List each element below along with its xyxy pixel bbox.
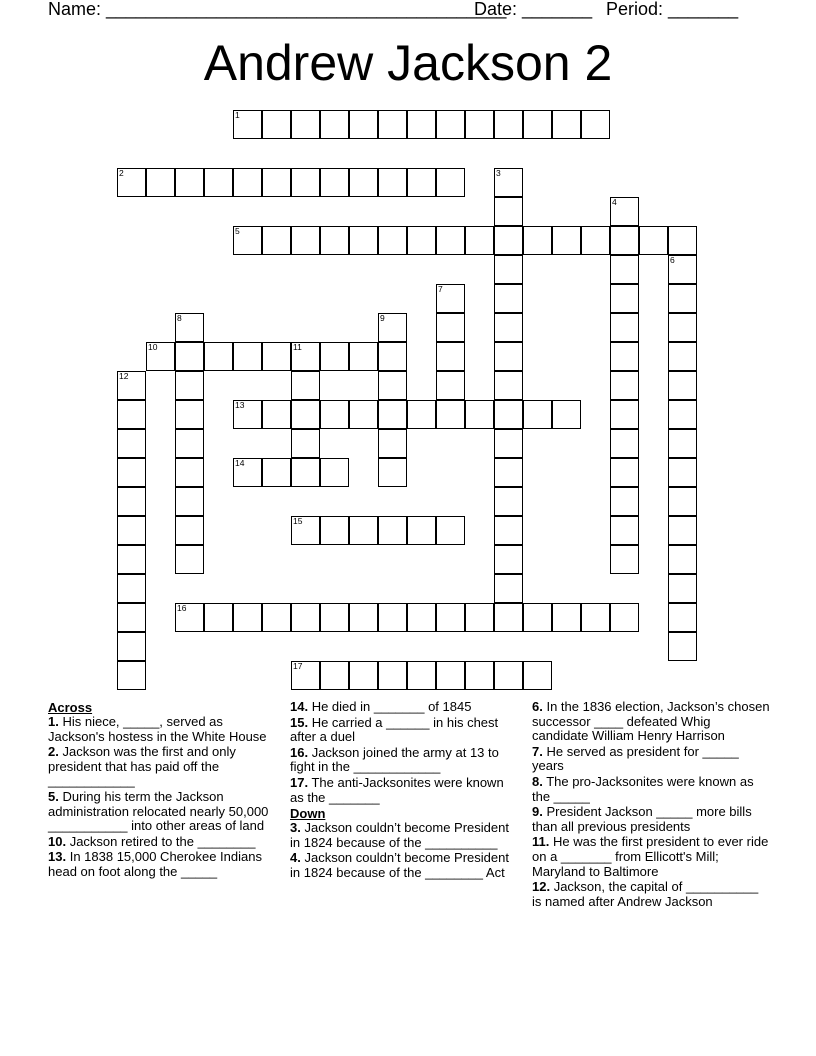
grid-cell[interactable] <box>349 342 378 371</box>
clue-text: He served as president for _____ years <box>532 743 739 774</box>
grid-cell[interactable] <box>494 516 523 545</box>
grid-cell[interactable] <box>436 603 465 632</box>
clue-number: 15. <box>290 714 309 730</box>
cell-number: 4 <box>612 197 617 207</box>
grid-cell[interactable] <box>610 284 639 313</box>
clue-text: Jackson couldn’t become President in 1824 because of the ________ Act <box>290 850 509 880</box>
grid-cell[interactable] <box>320 458 349 487</box>
grid-cell[interactable] <box>117 168 146 197</box>
clues-column-3 <box>532 700 770 910</box>
cell-number: 10 <box>148 342 158 352</box>
grid-cell[interactable] <box>233 400 262 429</box>
clue-text: He was the first president to ever ride on a _______ from Ellicott's Mill; Maryland to Baltimore <box>532 834 769 879</box>
name-field[interactable]: Name: ________________________________________ <box>48 0 507 19</box>
grid-cell[interactable] <box>146 342 175 371</box>
clue-12 <box>532 880 770 909</box>
grid-cell[interactable] <box>610 226 639 255</box>
grid-cell[interactable] <box>378 371 407 400</box>
grid-cell[interactable] <box>523 661 552 690</box>
clue-7 <box>532 745 770 774</box>
grid-cell[interactable] <box>291 226 320 255</box>
grid-cell[interactable] <box>320 661 349 690</box>
grid-cell[interactable] <box>117 574 146 603</box>
grid-cell[interactable] <box>494 313 523 342</box>
grid-cell[interactable] <box>581 603 610 632</box>
grid-cell[interactable] <box>494 429 523 458</box>
grid-cell[interactable] <box>494 110 523 139</box>
grid-cell[interactable] <box>378 110 407 139</box>
grid-cell[interactable] <box>407 400 436 429</box>
grid-cell[interactable] <box>523 603 552 632</box>
clue-number: 1. <box>48 714 59 729</box>
clue-2 <box>48 745 270 789</box>
grid-cell[interactable] <box>407 603 436 632</box>
cell-number: 14 <box>235 458 245 468</box>
grid-cell[interactable] <box>378 226 407 255</box>
grid-cell[interactable] <box>407 661 436 690</box>
grid-cell[interactable] <box>668 371 697 400</box>
grid-cell[interactable] <box>407 110 436 139</box>
grid-cell[interactable] <box>233 458 262 487</box>
clue-text: Jackson retired to the ________ <box>69 833 256 849</box>
clue-text: Jackson, the capital of __________ is named after Andrew Jackson <box>532 879 759 909</box>
grid-cell[interactable] <box>291 342 320 371</box>
grid-cell[interactable] <box>494 284 523 313</box>
clue-10 <box>48 835 270 850</box>
clues-column-1 <box>48 700 270 881</box>
grid-cell[interactable] <box>552 110 581 139</box>
grid-cell[interactable] <box>378 168 407 197</box>
grid-cell[interactable] <box>581 110 610 139</box>
grid-cell[interactable] <box>262 603 291 632</box>
across-heading: Across <box>48 700 93 715</box>
cell-number: 2 <box>119 168 124 178</box>
grid-cell[interactable] <box>233 168 262 197</box>
grid-cell[interactable] <box>378 458 407 487</box>
grid-cell[interactable] <box>610 545 639 574</box>
grid-cell[interactable] <box>668 429 697 458</box>
grid-cell[interactable] <box>668 603 697 632</box>
grid-cell[interactable] <box>668 516 697 545</box>
grid-cell[interactable] <box>610 400 639 429</box>
cell-number: 13 <box>235 400 245 410</box>
grid-cell[interactable] <box>436 400 465 429</box>
cell-number: 11 <box>293 342 302 352</box>
grid-cell[interactable] <box>610 342 639 371</box>
grid-cell[interactable] <box>117 632 146 661</box>
student-info-header <box>48 0 768 22</box>
grid-cell[interactable] <box>378 400 407 429</box>
grid-cell[interactable] <box>465 226 494 255</box>
cell-number: 8 <box>177 313 182 323</box>
grid-cell[interactable] <box>668 313 697 342</box>
grid-cell[interactable] <box>610 197 639 226</box>
grid-cell[interactable] <box>291 516 320 545</box>
grid-cell[interactable] <box>494 603 523 632</box>
grid-cell[interactable] <box>349 168 378 197</box>
cell-number: 12 <box>119 371 129 381</box>
clue-11 <box>532 835 770 879</box>
grid-cell[interactable] <box>668 255 697 284</box>
clue-17 <box>290 776 514 805</box>
grid-cell[interactable] <box>291 429 320 458</box>
grid-cell[interactable] <box>523 226 552 255</box>
grid-cell[interactable] <box>610 313 639 342</box>
grid-cell[interactable] <box>117 487 146 516</box>
clue-text: The anti-Jacksonites were known as the _______ <box>290 774 504 805</box>
grid-cell[interactable] <box>320 603 349 632</box>
grid-cell[interactable] <box>175 400 204 429</box>
down-heading: Down <box>290 806 326 822</box>
clue-13 <box>48 850 270 879</box>
clue-number: 12. <box>532 879 551 895</box>
grid-cell[interactable] <box>494 545 523 574</box>
grid-cell[interactable] <box>378 661 407 690</box>
grid-cell[interactable] <box>668 284 697 313</box>
clue-text: President Jackson _____ more bills than all previous presidents <box>532 804 752 834</box>
clue-text: The pro-Jacksonites were known as the _____ <box>532 773 754 804</box>
grid-cell[interactable] <box>291 458 320 487</box>
clue-text: He died in _______ of 1845 <box>311 699 472 714</box>
clue-4 <box>290 851 514 880</box>
grid-cell[interactable] <box>117 371 146 400</box>
clue-number: 11. <box>532 834 550 850</box>
clue-number: 16. <box>290 744 309 760</box>
grid-cell[interactable] <box>610 255 639 284</box>
grid-cell[interactable] <box>552 400 581 429</box>
clue-3 <box>290 821 514 850</box>
clue-text: Jackson was the first and only president that has paid off the ____________ <box>48 744 236 789</box>
grid-cell[interactable] <box>668 487 697 516</box>
grid-cell[interactable] <box>291 661 320 690</box>
clue-9 <box>532 805 770 834</box>
grid-cell[interactable] <box>349 661 378 690</box>
grid-cell[interactable] <box>523 400 552 429</box>
grid-cell[interactable] <box>494 371 523 400</box>
grid-cell[interactable] <box>610 429 639 458</box>
grid-cell[interactable] <box>668 574 697 603</box>
cell-number: 5 <box>235 226 240 236</box>
grid-cell[interactable] <box>494 458 523 487</box>
grid-cell[interactable] <box>610 516 639 545</box>
cell-number: 3 <box>496 168 501 178</box>
grid-cell[interactable] <box>523 110 552 139</box>
grid-cell[interactable] <box>668 632 697 661</box>
grid-cell[interactable] <box>610 603 639 632</box>
cell-number: 6 <box>670 255 675 265</box>
date-field[interactable]: Date: _______ <box>474 0 593 19</box>
grid-cell[interactable] <box>175 545 204 574</box>
grid-cell[interactable] <box>494 661 523 690</box>
grid-cell[interactable] <box>378 342 407 371</box>
grid-cell[interactable] <box>494 342 523 371</box>
grid-cell[interactable] <box>436 110 465 139</box>
grid-cell[interactable] <box>175 342 204 371</box>
clue-number: 10. <box>48 833 67 849</box>
grid-cell[interactable] <box>175 371 204 400</box>
grid-cell[interactable] <box>262 110 291 139</box>
clue-text: During his term the Jackson administration relocated nearly 50,000 ___________ into other areas of land <box>48 788 269 834</box>
clue-6 <box>532 700 770 744</box>
period-field[interactable]: Period: _______ <box>606 0 739 19</box>
grid-cell[interactable] <box>436 313 465 342</box>
grid-cell[interactable] <box>262 458 291 487</box>
clue-number: 8. <box>532 773 543 789</box>
grid-cell[interactable] <box>262 342 291 371</box>
grid-cell[interactable] <box>436 371 465 400</box>
grid-cell[interactable] <box>407 226 436 255</box>
grid-cell[interactable] <box>610 458 639 487</box>
clue-15 <box>290 716 514 745</box>
grid-cell[interactable] <box>233 110 262 139</box>
grid-cell[interactable] <box>262 226 291 255</box>
grid-cell[interactable] <box>465 661 494 690</box>
grid-cell[interactable] <box>117 458 146 487</box>
grid-cell[interactable] <box>233 342 262 371</box>
grid-cell[interactable] <box>552 226 581 255</box>
grid-cell[interactable] <box>117 516 146 545</box>
grid-cell[interactable] <box>233 226 262 255</box>
clue-text: Jackson joined the army at 13 to fight in the ____________ <box>290 744 499 775</box>
grid-cell[interactable] <box>175 487 204 516</box>
clue-14 <box>290 700 514 715</box>
clue-number: 9. <box>532 804 543 820</box>
grid-cell[interactable] <box>175 313 204 342</box>
grid-cell[interactable] <box>436 516 465 545</box>
cell-number: 17 <box>293 661 303 671</box>
grid-cell[interactable] <box>291 603 320 632</box>
grid-cell[interactable] <box>668 458 697 487</box>
grid-cell[interactable] <box>610 371 639 400</box>
grid-cell[interactable] <box>146 168 175 197</box>
grid-cell[interactable] <box>668 545 697 574</box>
clue-number: 2. <box>48 744 59 760</box>
grid-cell[interactable] <box>465 400 494 429</box>
puzzle-title: Andrew Jackson 2 <box>203 35 613 91</box>
grid-cell[interactable] <box>117 661 146 690</box>
clue-8 <box>532 775 770 804</box>
grid-cell[interactable] <box>291 400 320 429</box>
clue-text: He carried a ______ in his chest after a duel <box>290 714 499 745</box>
grid-cell[interactable] <box>349 110 378 139</box>
grid-cell[interactable] <box>552 603 581 632</box>
cell-number: 16 <box>177 603 187 613</box>
grid-cell[interactable] <box>175 603 204 632</box>
grid-cell[interactable] <box>436 284 465 313</box>
grid-cell[interactable] <box>349 603 378 632</box>
grid-cell[interactable] <box>320 168 349 197</box>
cell-number: 9 <box>380 313 385 323</box>
grid-cell[interactable] <box>668 400 697 429</box>
grid-cell[interactable] <box>204 603 233 632</box>
grid-cell[interactable] <box>407 516 436 545</box>
clue-text: In 1838 15,000 Cherokee Indians head on foot along the _____ <box>48 849 262 879</box>
clue-number: 17. <box>290 774 309 790</box>
grid-cell[interactable] <box>436 661 465 690</box>
grid-cell[interactable] <box>378 516 407 545</box>
grid-cell[interactable] <box>349 226 378 255</box>
grid-cell[interactable] <box>320 400 349 429</box>
clue-number: 13. <box>48 849 67 865</box>
grid-cell[interactable] <box>436 342 465 371</box>
cell-number: 7 <box>438 284 443 294</box>
grid-cell[interactable] <box>436 226 465 255</box>
clue-16 <box>290 746 514 775</box>
grid-cell[interactable] <box>175 429 204 458</box>
grid-cell[interactable] <box>320 516 349 545</box>
grid-cell[interactable] <box>465 603 494 632</box>
grid-cell[interactable] <box>668 226 697 255</box>
grid-cell[interactable] <box>117 429 146 458</box>
grid-cell[interactable] <box>494 168 523 197</box>
grid-cell[interactable] <box>494 226 523 255</box>
grid-cell[interactable] <box>494 574 523 603</box>
clue-5 <box>48 790 270 834</box>
clue-text: Jackson couldn’t become President in 1824 because of the __________ <box>290 820 509 850</box>
grid-cell[interactable] <box>175 516 204 545</box>
clue-number: 4. <box>290 850 301 866</box>
cell-number: 15 <box>293 516 303 526</box>
clue-number: 6. <box>532 699 543 714</box>
grid-cell[interactable] <box>349 400 378 429</box>
grid-cell[interactable] <box>349 516 378 545</box>
grid-cell[interactable] <box>291 110 320 139</box>
clues-column-2 <box>290 700 514 882</box>
grid-cell[interactable] <box>494 400 523 429</box>
grid-cell[interactable] <box>494 197 523 226</box>
grid-cell[interactable] <box>494 255 523 284</box>
clue-number: 7. <box>532 743 543 759</box>
clue-text: In the 1836 election, Jackson’s chosen successor ____ defeated Whig candidate William Henry Harrison <box>532 699 770 744</box>
grid-cell[interactable] <box>117 400 146 429</box>
grid-cell[interactable] <box>175 168 204 197</box>
grid-cell[interactable] <box>436 168 465 197</box>
grid-cell[interactable] <box>320 110 349 139</box>
clue-number: 14. <box>290 699 309 714</box>
grid-cell[interactable] <box>378 603 407 632</box>
grid-cell[interactable] <box>378 429 407 458</box>
grid-cell[interactable] <box>117 545 146 574</box>
grid-cell[interactable] <box>465 110 494 139</box>
grid-cell[interactable] <box>233 603 262 632</box>
clue-1 <box>48 715 270 744</box>
grid-cell[interactable] <box>378 313 407 342</box>
grid-cell[interactable] <box>291 371 320 400</box>
grid-cell[interactable] <box>204 342 233 371</box>
clue-number: 3. <box>290 820 301 836</box>
clue-number: 5. <box>48 788 59 804</box>
grid-cell[interactable] <box>204 168 233 197</box>
grid-cell[interactable] <box>639 226 668 255</box>
grid-cell[interactable] <box>407 168 436 197</box>
grid-cell[interactable] <box>494 487 523 516</box>
grid-cell[interactable] <box>291 168 320 197</box>
grid-cell[interactable] <box>262 168 291 197</box>
cell-number: 1 <box>235 110 240 120</box>
grid-cell[interactable] <box>610 487 639 516</box>
grid-cell[interactable] <box>320 226 349 255</box>
grid-cell[interactable] <box>668 342 697 371</box>
grid-cell[interactable] <box>262 400 291 429</box>
clue-text: His niece, _____, served as Jackson's hostess in the White House <box>48 714 267 744</box>
grid-cell[interactable] <box>175 458 204 487</box>
grid-cell[interactable] <box>117 603 146 632</box>
grid-cell[interactable] <box>581 226 610 255</box>
grid-cell[interactable] <box>320 342 349 371</box>
